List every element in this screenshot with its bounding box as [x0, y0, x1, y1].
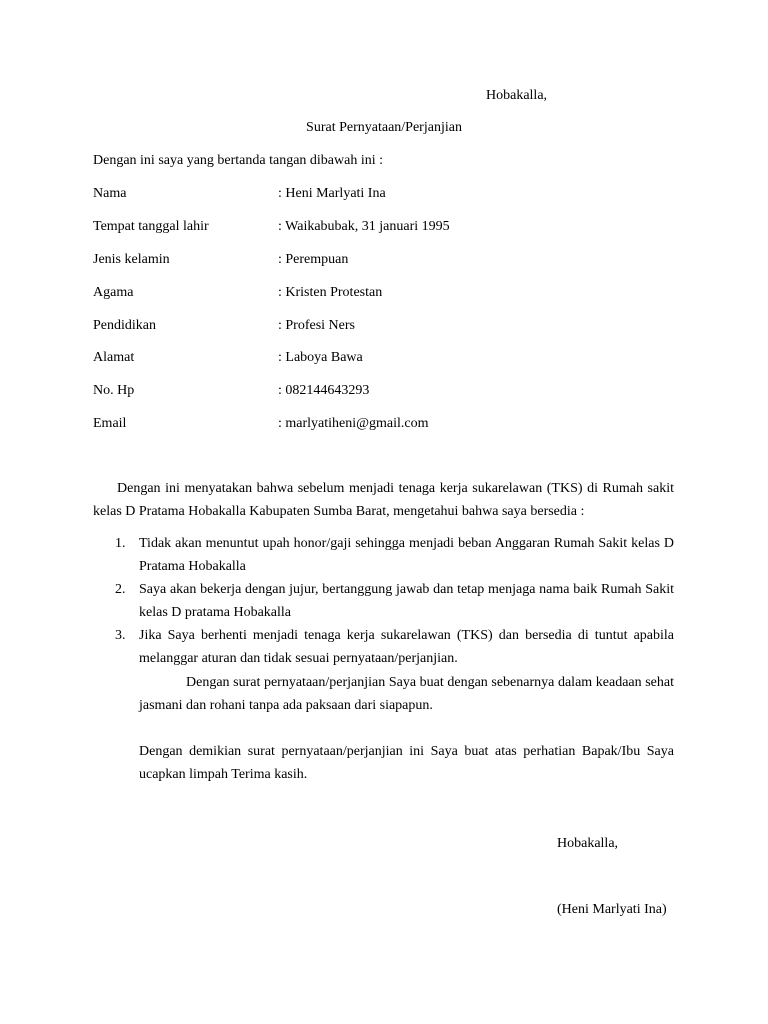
- field-value-jenis-kelamin: : Perempuan: [278, 252, 349, 267]
- commitment-list: [93, 532, 674, 670]
- place-footer: Hobakalla,: [557, 836, 619, 851]
- list-item-number: 3.: [115, 628, 126, 643]
- field-label-no-hp: No. Hp: [93, 383, 135, 398]
- closing-paragraph-1: Dengan surat pernyataan/perjanjian Saya buat dengan sebenarnya dalam keadaan sehat jasmani dan rohani tanpa ada paksaan dari siapapun.: [139, 675, 674, 713]
- statement-paragraph: Dengan ini menyatakan bahwa sebelum menjadi tenaga kerja sukarelawan (TKS) di Rumah sakit kelas D Pratama Hobakalla Kabupaten Sumba Barat, mengetahui bahwa saya bersedia :: [93, 481, 674, 519]
- field-value-pendidikan: : Profesi Ners: [278, 318, 355, 333]
- list-item-number: 1.: [115, 536, 126, 551]
- field-value-ttl: : Waikabubak, 31 januari 1995: [278, 219, 450, 234]
- field-value-alamat: : Laboya Bawa: [278, 350, 363, 365]
- field-label-pendidikan: Pendidikan: [93, 318, 156, 333]
- letter-title: Surat Pernyataan/Perjanjian: [306, 120, 462, 135]
- field-value-no-hp: : 082144643293: [278, 383, 370, 398]
- list-item-text: Jika Saya berhenti menjadi tenaga kerja sukarelawan (TKS) dan bersedia di tuntut apabila melanggar aturan dan tidak sesuai pernyataan/perjanjian.: [139, 628, 674, 666]
- list-item-number: 2.: [115, 582, 126, 597]
- field-label-email: Email: [93, 416, 127, 431]
- closing-paragraph-2: Dengan demikian surat pernyataan/perjanjian ini Saya buat atas perhatian Bapak/Ibu Saya ucapkan limpah Terima kasih.: [139, 744, 674, 782]
- list-item-text: Saya akan bekerja dengan jujur, bertanggung jawab dan tetap menjaga nama baik Rumah Sakit kelas D pratama Hobakalla: [139, 582, 674, 620]
- field-value-email: : marlyatiheni@gmail.com: [278, 416, 429, 431]
- field-label-agama: Agama: [93, 285, 134, 300]
- field-value-agama: : Kristen Protestan: [278, 285, 383, 300]
- intro-line: Dengan ini saya yang bertanda tangan dibawah ini :: [93, 153, 384, 168]
- list-item-text: Tidak akan menuntut upah honor/gaji sehingga menjadi beban Anggaran Rumah Sakit kelas D Pratama Hobakalla: [139, 536, 674, 574]
- field-label-alamat: Alamat: [93, 350, 135, 365]
- place-header: Hobakalla,: [486, 88, 548, 103]
- signature-name: (Heni Marlyati Ina): [557, 902, 667, 917]
- list-item: [93, 578, 674, 624]
- field-label-ttl: Tempat tanggal lahir: [93, 219, 209, 234]
- field-value-nama: : Heni Marlyati Ina: [278, 186, 386, 201]
- list-item: [93, 532, 674, 578]
- list-item: [93, 624, 674, 670]
- field-label-jenis-kelamin: Jenis kelamin: [93, 252, 170, 267]
- field-label-nama: Nama: [93, 186, 127, 201]
